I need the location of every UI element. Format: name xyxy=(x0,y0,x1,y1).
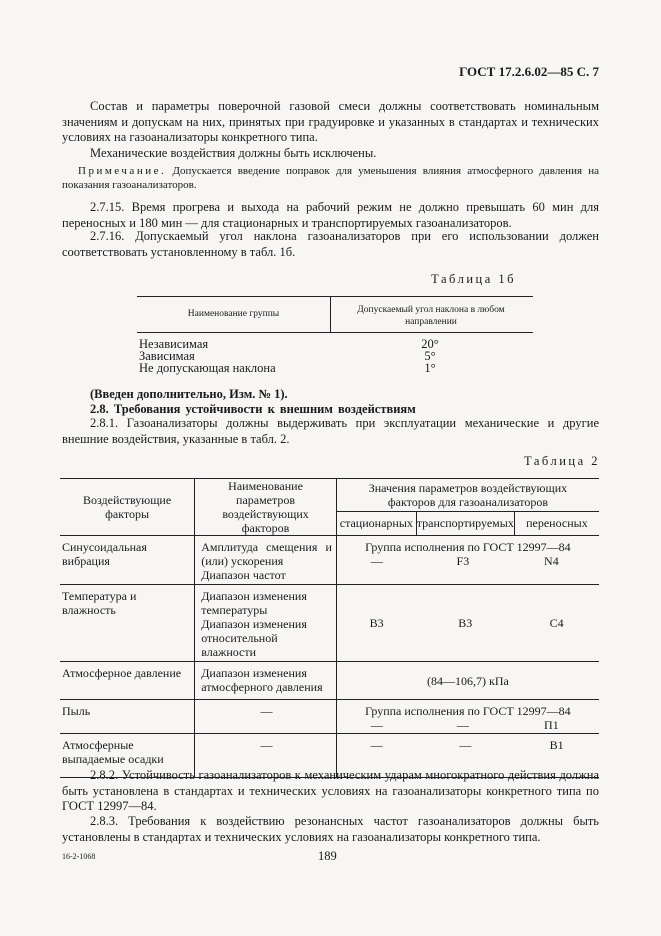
table2-cell: П1 xyxy=(544,718,559,732)
table1-header-angle: Допускаемый угол наклона в любом направлении xyxy=(357,305,505,327)
table2-param: Диапазон изменения атмосферного давления xyxy=(195,662,337,700)
table1-row-value: 5° xyxy=(424,349,436,363)
table1-row: Зависимая xyxy=(139,349,195,363)
table1-col-divider xyxy=(330,296,331,332)
table2-cell: — xyxy=(456,718,469,732)
table2-header-portable: переносных xyxy=(514,511,599,535)
table1-row: Независимая xyxy=(139,337,209,351)
table2-factor-temperature: Температура и влажность xyxy=(60,585,195,662)
table2-cell: N4 xyxy=(544,554,559,568)
table2-cell: В1 xyxy=(514,734,599,778)
table2-param: Диапазон изменения относительной влажности xyxy=(201,617,307,659)
table2-header-stationary: стационарных xyxy=(336,511,416,535)
table1-top-rule xyxy=(137,296,533,297)
table2-cell: — xyxy=(370,554,383,568)
table2-factor-precipitation: Атмосферные выпадаемые осадки xyxy=(60,734,195,778)
table1-caption: Таблица 1б xyxy=(431,272,516,286)
note-text: Допускается введение поправок для уменьшения влияния атмосферного давления на показания газоанализаторов. xyxy=(62,165,599,191)
table1-row-value: 20° xyxy=(421,337,439,351)
table2-param: Диапазон частот xyxy=(201,568,286,582)
table2-params-vibration xyxy=(195,536,337,585)
amendment-note: (Введен дополнительно, Изм. № 1). xyxy=(90,387,288,401)
table2-cell: — xyxy=(416,734,514,778)
note xyxy=(62,164,599,192)
table2-cell: — xyxy=(370,718,383,732)
table2-group-label: Группа исполнения по ГОСТ 12997—84 xyxy=(365,704,571,718)
table2-factor-dust: Пыль xyxy=(60,700,195,734)
table2-values-dust xyxy=(336,700,599,734)
section-title: 2.8. Требования устойчивости к внешним воздействиям xyxy=(90,402,416,416)
table1-header-rule xyxy=(137,332,533,333)
table2-values-vibration xyxy=(336,536,599,585)
page-number: 189 xyxy=(318,849,337,863)
table2-header-values: Значения параметров воздействующих факторов для газоанализаторов xyxy=(336,479,599,512)
paragraph-2-8-3: 2.8.3. Требования к воздействию резонансных частот газоанализаторов должны быть установлены в стандартах и технических условиях на газоанализаторы конкретного типа. xyxy=(62,814,599,844)
note-label: Примечание. xyxy=(78,165,167,177)
table1-header-group: Наименование группы xyxy=(187,309,280,319)
table2-factor-vibration: Синусоидальная вибрация xyxy=(62,540,147,568)
footer-code: 16-2-1068 xyxy=(62,852,96,861)
table2-param: Диапазон изменения температуры xyxy=(201,589,307,617)
paragraph-2-7-16: 2.7.16. Допускаемый угол наклона газоанализаторов при его использовании должен соответствовать установленному в табл. 1б. xyxy=(62,229,599,259)
table2-factor-pressure: Атмосферное давление xyxy=(60,662,195,700)
table2-cell: (84—106,7) кПа xyxy=(336,662,599,700)
table2-header-factors: Воздействующие факторы xyxy=(60,479,195,536)
table2-param: Амплитуда смещения и (или) ускорения xyxy=(201,540,332,568)
table2-cell: F3 xyxy=(456,554,470,568)
paragraph-2-8-2: 2.8.2. Устойчивость газоанализаторов к механическим ударам многократного действия должна быть установлена в стандартах и технических условиях на газоанализаторы конкретного типа по ГОСТ 12997—84. xyxy=(62,768,599,813)
table2-param: — xyxy=(195,734,337,778)
table2-caption: Таблица 2 xyxy=(524,454,600,468)
table2-params-temperature xyxy=(195,585,337,662)
table2-cell: В3 xyxy=(336,585,416,662)
table2-param: — xyxy=(195,700,337,734)
table2-cell: В3 xyxy=(416,585,514,662)
page-header: ГОСТ 17.2.6.02—85 С. 7 xyxy=(459,64,599,79)
table1-row-value: 1° xyxy=(424,361,436,375)
paragraph-2-7-15: 2.7.15. Время прогрева и выхода на рабочий режим не должно превышать 60 мин для переносных и 180 мин — для стационарных и транспортируемых газоанализаторов. xyxy=(62,200,599,230)
paragraph-2-8-1: 2.8.1. Газоанализаторы должны выдерживать при эксплуатации механические и другие внешние воздействия, указанные в табл. 2. xyxy=(62,416,599,446)
table2-header-transportable: транспортируемых xyxy=(416,511,514,535)
paragraph-mechanical: Механические воздействия должны быть исключены. xyxy=(90,146,377,160)
table2-cell: С4 xyxy=(514,585,599,662)
table2 xyxy=(60,478,599,778)
paragraph-gas-mixture: Состав и параметры поверочной газовой смеси должны соответствовать номинальным значениям и допускам на них, принятых при градуировке и указанных в стандартах и технических условиях на газоанализаторы конкретного типа. xyxy=(62,99,599,144)
table1-row: Не допускающая наклона xyxy=(139,361,276,375)
table2-group-label: Группа исполнения по ГОСТ 12997—84 xyxy=(365,540,571,554)
table2-header-params: Наименование параметров воздействующих факторов xyxy=(195,479,337,536)
table2-cell: — xyxy=(336,734,416,778)
